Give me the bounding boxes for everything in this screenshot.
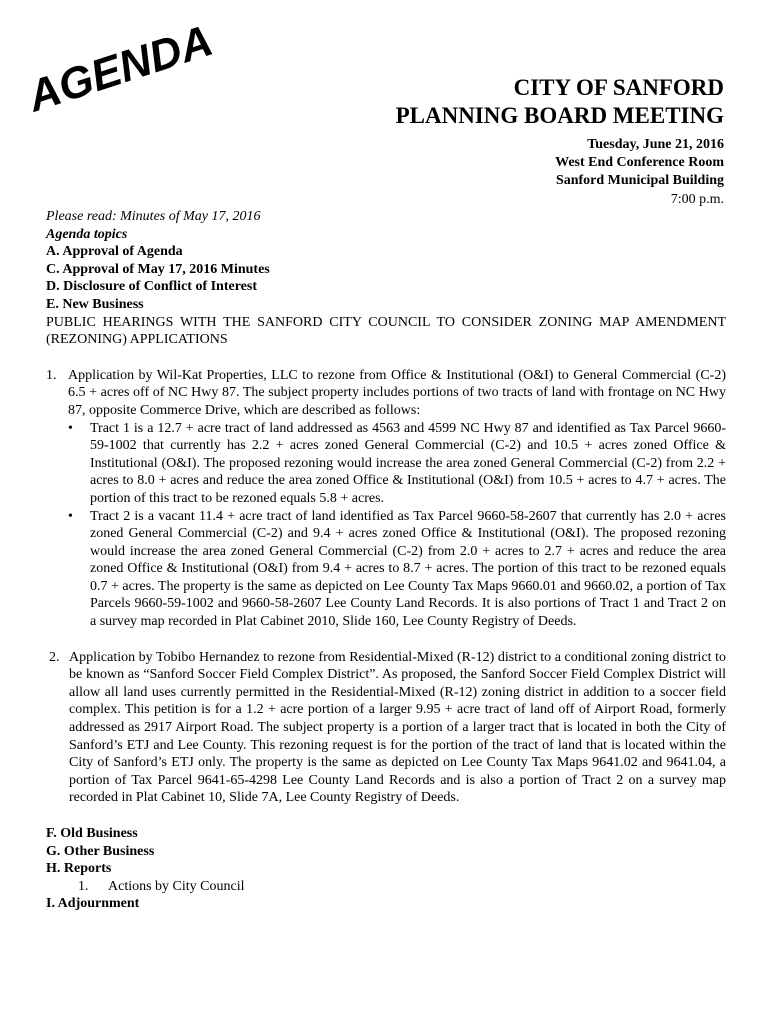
tract-1-text: Tract 1 is a 12.7 + acre tract of land addressed as 4563 and 4599 NC Hwy 87 and identified as Tax Parcel 9660-59-1002 that currently has 2.2 + acres zoned General Commercial (C-2) and 10.5 + acres zoned Office & Institutional (O&I). The proposed rezoning would increase the area zoned General Commercial (C-2) from 2.2 + acres to 8.0 + acres and reduce the area zoned Office & Institutional (O&I) from 10.5 + acres to 4.7 + acres. The portion of this tract to be rezoned equals 5.8 + acres. xyxy=(90,420,726,506)
meeting-building: Sanford Municipal Building xyxy=(555,173,724,188)
topic-f: F. Old Business xyxy=(46,826,138,841)
meeting-time: 7:00 p.m. xyxy=(670,192,724,207)
application-text: Application by Wil-Kat Properties, LLC to rezone from Office & Institutional (O&I) to General Commercial (C-2) 6.5 + acres off of NC Hwy 87. The subject property includes portions of two tracts of land with frontage on NC Hwy 87, opposite Commerce Drive, which are described as follows: xyxy=(68,367,726,418)
topic-c: C. Approval of May 17, 2016 Minutes xyxy=(46,261,270,277)
application-number: 2. xyxy=(49,649,60,665)
meeting-date: Tuesday, June 21, 2016 xyxy=(587,137,724,152)
report-item xyxy=(46,878,726,896)
application-text: Application by Tobibo Hernandez to rezone from Residential-Mixed (R-12) district to a conditional zoning district to be known as “Sanford Soccer Field Complex District”. As proposed, the Sanford Soccer Field Complex District will allow all land uses currently permitted in the Residential-Mixed (R-12) zoning district in addition to a soccer field complex. This petition is for a 1.2 + acre portion of a larger 9.95 + acre tract of land off of Airport Road, formerly addressed as 2917 Airport Road. The subject property is a portion of a larger tract that is located in both the City of Sanford’s ETJ and Lee County. This rezoning request is for the portion of the tract of land that is located within the City of Sanford’s ETJ only. The property is the same as depicted on Lee County Tax Maps 9641.02 and 9641.04, a portion of Tax Parcel 9641-65-4298 Lee County Land Records and is also a portion of Tract 2 on a survey map recorded in Plat Cabinet 10, Slide 7A, Lee County Registry of Deeds. xyxy=(69,649,726,806)
tract-1-bullet xyxy=(68,420,726,508)
application-number: 1. xyxy=(46,367,57,383)
tract-2-text: Tract 2 is a vacant 11.4 + acre tract of land identified as Tax Parcel 9660-58-2607 that currently has 2.0 + acres zoned General Commercial (C-2) and 9.4 + acres zoned Office & Institutional (O&I). The proposed rezoning would increase the area zoned General Commercial (C-2) from 2.0 + acres to 2.7 + acres and reduce the area zoned Office & Institutional (O&I) from 9.4 + acres to 8.7 + acres. The portion of this tract to be rezoned equals 0.7 + acres. The property is the same as depicted on Lee County Tax Maps 9660.01 and 9660.02, a portion of Tax Parcels 9660-59-1002 and 9660-58-2607 Lee County Land Records. It is also portions of Tract 1 and Tract 2 on a survey map recorded in Plat Cabinet 2010, Slide 160, Lee County Registry of Deeds. xyxy=(90,508,726,630)
topic-h: H. Reports xyxy=(46,861,112,877)
tract-2-bullet xyxy=(68,508,726,631)
meeting-header xyxy=(396,74,724,209)
agenda-stamp-text: AGENDA xyxy=(21,15,219,122)
topic-e: E. New Business xyxy=(46,296,144,312)
bullet-icon: • xyxy=(68,420,73,436)
application-2 xyxy=(46,649,726,807)
topic-i: I. Adjournment xyxy=(46,896,140,912)
report-item-text: Actions by City Council xyxy=(108,878,245,894)
topic-g: G. Other Business xyxy=(46,843,155,859)
bullet-icon: • xyxy=(68,508,73,524)
meeting-title: PLANNING BOARD MEETING xyxy=(395,103,724,128)
agenda-topics-heading: Agenda topics xyxy=(46,226,128,242)
topic-a: A. Approval of Agenda xyxy=(46,244,183,260)
meeting-room: West End Conference Room xyxy=(555,155,724,170)
city-title: CITY OF SANFORD xyxy=(513,75,724,100)
public-hearings-heading: PUBLIC HEARINGS WITH THE SANFORD CITY COUNCIL TO CONSIDER ZONING MAP AMENDMENT (REZONING) APPLICATIONS xyxy=(46,314,726,348)
please-read-note: Please read: Minutes of May 17, 2016 xyxy=(46,209,261,224)
agenda-body xyxy=(46,208,726,913)
report-item-number: 1. xyxy=(78,878,89,894)
topic-d: D. Disclosure of Conflict of Interest xyxy=(46,279,258,295)
agenda-stamp xyxy=(21,15,219,122)
application-1 xyxy=(46,367,726,631)
